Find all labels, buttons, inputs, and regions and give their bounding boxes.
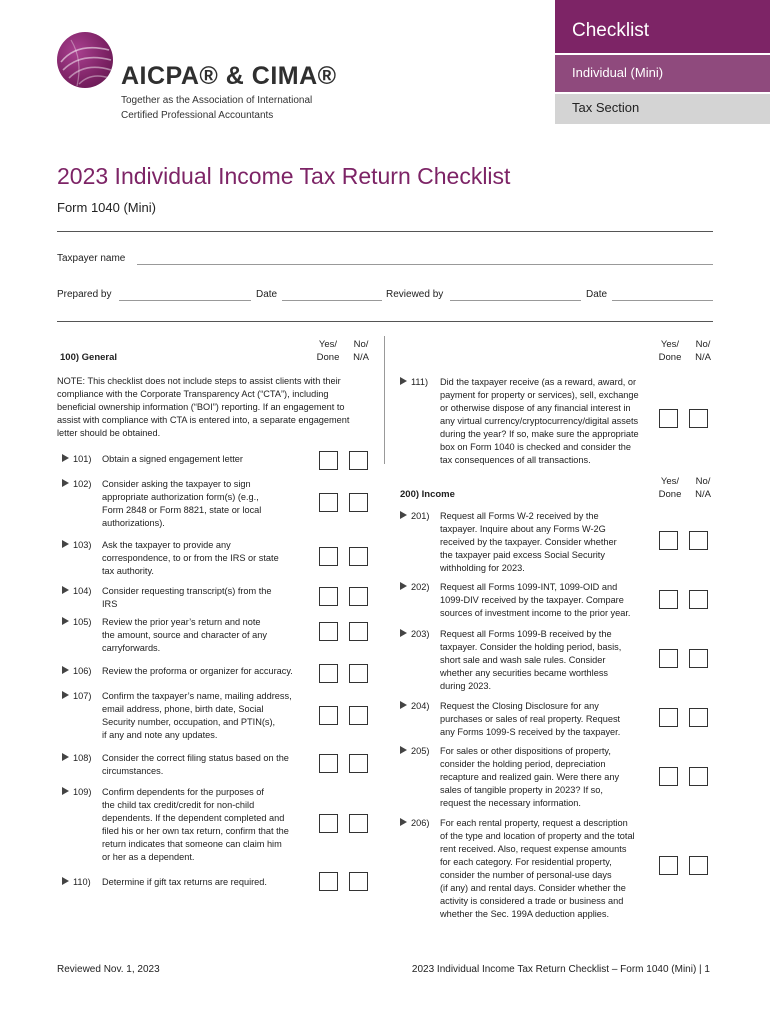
yes-done-checkbox[interactable] [659, 590, 678, 609]
arrow-right-icon [62, 691, 69, 699]
item-number: 101) [73, 454, 92, 464]
item-number: 106) [73, 666, 92, 676]
reviewed-by-field[interactable] [450, 300, 581, 301]
section-income-title: 200) Income [400, 489, 455, 500]
item-text: Consider the correct filing status based on the circumstances. [102, 753, 289, 776]
item-text: Request all Forms 1099-INT, 1099-OID and 1099-DIV received by the taxpayer. Compare sources of investment income to the prior year. [440, 582, 631, 618]
no-na-checkbox[interactable] [689, 649, 708, 668]
item-number: 203) [411, 629, 430, 639]
no-na-checkbox[interactable] [349, 814, 368, 833]
item-text: Request the Closing Disclosure for any purchases or sales of real property. Request any Forms 1099-S received by the taxpayer. [440, 701, 621, 737]
no-na-checkbox[interactable] [689, 767, 708, 786]
tab-individual-mini: Individual (Mini) [555, 55, 770, 92]
item-number: 105) [73, 617, 92, 627]
arrow-right-icon [400, 818, 407, 826]
item-number: 110) [73, 877, 91, 887]
yes-done-header-income: Yes/ Done [658, 476, 682, 500]
no-na-checkbox[interactable] [349, 706, 368, 725]
tab-tax-section: Tax Section [555, 94, 770, 124]
column-divider [384, 336, 385, 464]
title-divider [57, 231, 713, 232]
arrow-right-icon [62, 454, 69, 462]
item-text: Determine if gift tax returns are required. [102, 877, 267, 887]
no-na-checkbox[interactable] [349, 754, 368, 773]
item-number: 102) [73, 479, 92, 489]
arrow-right-icon [62, 787, 69, 795]
no-na-checkbox[interactable] [689, 409, 708, 428]
yes-done-checkbox[interactable] [319, 872, 338, 891]
no-na-checkbox[interactable] [689, 708, 708, 727]
item-number: 205) [411, 746, 430, 756]
item-text: Request all Forms 1099-B received by the taxpayer. Consider the holding period, basis, short sale and wash sale rules. Consider whether any securities became worthless during 2023. [440, 629, 622, 691]
item-text: Ask the taxpayer to provide any correspondence, to or from the IRS or state tax authority. [102, 540, 279, 576]
item-text: For sales or other dispositions of property, consider the holding period, depreciation recapture and realized gain. Were there any sales of tangible property in 2023? If so, request the necessary information. [440, 746, 620, 808]
item-text: For each rental property, request a description of the type and location of property and the total rent received. Also, request expense amounts for each category. For residential property, consider the number of personal-use days (if any) and rental days. Consider whether the activity is considered a trade or business and whether the Sec. 199A deduction applies. [440, 818, 635, 919]
arrow-right-icon [62, 753, 69, 761]
fields-divider [57, 321, 713, 322]
no-na-checkbox[interactable] [689, 590, 708, 609]
footer-page-info: 2023 Individual Income Tax Return Checklist – Form 1040 (Mini) | 1 [411, 964, 710, 975]
item-text: Request all Forms W-2 received by the taxpayer. Inquire about any Forms W-2G received by the taxpayer. Consider whether the taxpayer paid excess Social Security withholding for 2023. [440, 511, 617, 573]
no-na-checkbox[interactable] [349, 493, 368, 512]
brand-name: AICPA® & CIMA® [121, 62, 337, 90]
item-number: 111) [411, 377, 429, 387]
no-na-checkbox[interactable] [349, 872, 368, 891]
brand-tagline-line-1: Together as the Association of International [121, 95, 313, 106]
yes-done-checkbox[interactable] [319, 754, 338, 773]
arrow-right-icon [400, 511, 407, 519]
yes-done-checkbox[interactable] [319, 587, 338, 606]
yes-done-checkbox[interactable] [319, 706, 338, 725]
arrow-right-icon [62, 666, 69, 674]
item-number: 206) [411, 818, 430, 828]
date-label-2: Date [586, 289, 608, 300]
arrow-right-icon [400, 377, 407, 385]
no-na-checkbox[interactable] [689, 856, 708, 875]
item-text: Review the prior year’s return and note the amount, source and character of any carryforwards. [102, 617, 267, 653]
arrow-right-icon [400, 746, 407, 754]
item-number: 107) [73, 691, 92, 701]
date-label-1: Date [256, 289, 278, 300]
taxpayer-name-label: Taxpayer name [57, 253, 126, 264]
item-text: Confirm the taxpayer’s name, mailing address, email address, phone, birth date, Social Security number, occupation, and PTIN(s), if any and note any updates. [102, 691, 292, 740]
no-na-header-income: No/ N/A [695, 476, 711, 500]
aicpa-cima-globe-logo-icon [57, 32, 113, 88]
date-field-2[interactable] [612, 300, 713, 301]
item-text: Consider asking the taxpayer to sign appropriate authorization form(s) (e.g., Form 2848 or Form 8821, state or local authorizations). [102, 479, 262, 528]
no-na-checkbox[interactable] [349, 547, 368, 566]
yes-done-checkbox[interactable] [659, 409, 678, 428]
taxpayer-name-field[interactable] [137, 264, 713, 265]
yes-done-checkbox[interactable] [659, 708, 678, 727]
yes-done-checkbox[interactable] [659, 856, 678, 875]
item-number: 202) [411, 582, 430, 592]
no-na-checkbox[interactable] [349, 622, 368, 641]
cta-note: NOTE: This checklist does not include steps to assist clients with their compliance with the Corporate Transparency Act (“CTA”), including beneficial ownership information (“BOI”) reporting. If an engagement to assist with compliance with CTA is entered into, a separate engagement letter should be obtained. [57, 376, 350, 438]
item-number: 104) [73, 586, 92, 596]
yes-done-header-right: Yes/ Done [658, 339, 682, 363]
document-type-tabs [555, 0, 770, 124]
arrow-right-icon [62, 479, 69, 487]
item-text: Review the proforma or organizer for accuracy. [102, 666, 293, 676]
no-na-checkbox[interactable] [689, 531, 708, 550]
arrow-right-icon [400, 582, 407, 590]
brand-tagline-line-2: Certified Professional Accountants [121, 110, 274, 121]
page-title: 2023 Individual Income Tax Return Checklist [57, 163, 511, 189]
yes-done-checkbox[interactable] [659, 767, 678, 786]
arrow-right-icon [62, 617, 69, 625]
yes-done-checkbox[interactable] [319, 814, 338, 833]
item-text: Consider requesting transcript(s) from the IRS [102, 586, 272, 609]
prepared-by-label: Prepared by [57, 289, 112, 300]
item-number: 108) [73, 753, 92, 763]
item-number: 201) [411, 511, 430, 521]
yes-done-header: Yes/ Done [316, 339, 340, 363]
item-text: Obtain a signed engagement letter [102, 454, 243, 464]
item-number: 204) [411, 701, 430, 711]
yes-done-checkbox[interactable] [659, 649, 678, 668]
arrow-right-icon [62, 586, 69, 594]
footer-review-date: Reviewed Nov. 1, 2023 [57, 964, 160, 975]
item-number: 109) [73, 787, 92, 797]
date-field-1[interactable] [282, 300, 382, 301]
yes-done-checkbox[interactable] [319, 547, 338, 566]
section-general-title: 100) General [60, 352, 118, 363]
item-text: Did the taxpayer receive (as a reward, award, or payment for property or services), sell, exchange or otherwise dispose of any financial interest in any virtual currency/cryptocurrency/digital assets during the year? If so, make sure the appropriate box on Form 1040 is checked and consider the tax consequences of all transactions. [440, 377, 639, 465]
no-na-header: No/ N/A [353, 339, 369, 363]
item-text: Confirm dependents for the purposes of the child tax credit/credit for non-child dependents. If the dependent completed and filed his or her own tax return, confirm that the return indicates that someone can claim him or her as a dependent. [102, 787, 289, 862]
yes-done-checkbox[interactable] [319, 493, 338, 512]
item-number: 103) [73, 540, 92, 550]
yes-done-checkbox[interactable] [319, 664, 338, 683]
form-subtitle: Form 1040 (Mini) [57, 200, 156, 215]
no-na-checkbox[interactable] [349, 451, 368, 470]
yes-done-checkbox[interactable] [319, 622, 338, 641]
no-na-header-right: No/ N/A [695, 339, 711, 363]
arrow-right-icon [400, 629, 407, 637]
yes-done-checkbox[interactable] [659, 531, 678, 550]
yes-done-checkbox[interactable] [319, 451, 338, 470]
arrow-right-icon [62, 540, 69, 548]
arrow-right-icon [400, 701, 407, 709]
prepared-by-field[interactable] [119, 300, 251, 301]
no-na-checkbox[interactable] [349, 587, 368, 606]
reviewed-by-label: Reviewed by [386, 289, 444, 300]
arrow-right-icon [62, 877, 69, 885]
tab-checklist: Checklist [555, 0, 770, 53]
no-na-checkbox[interactable] [349, 664, 368, 683]
